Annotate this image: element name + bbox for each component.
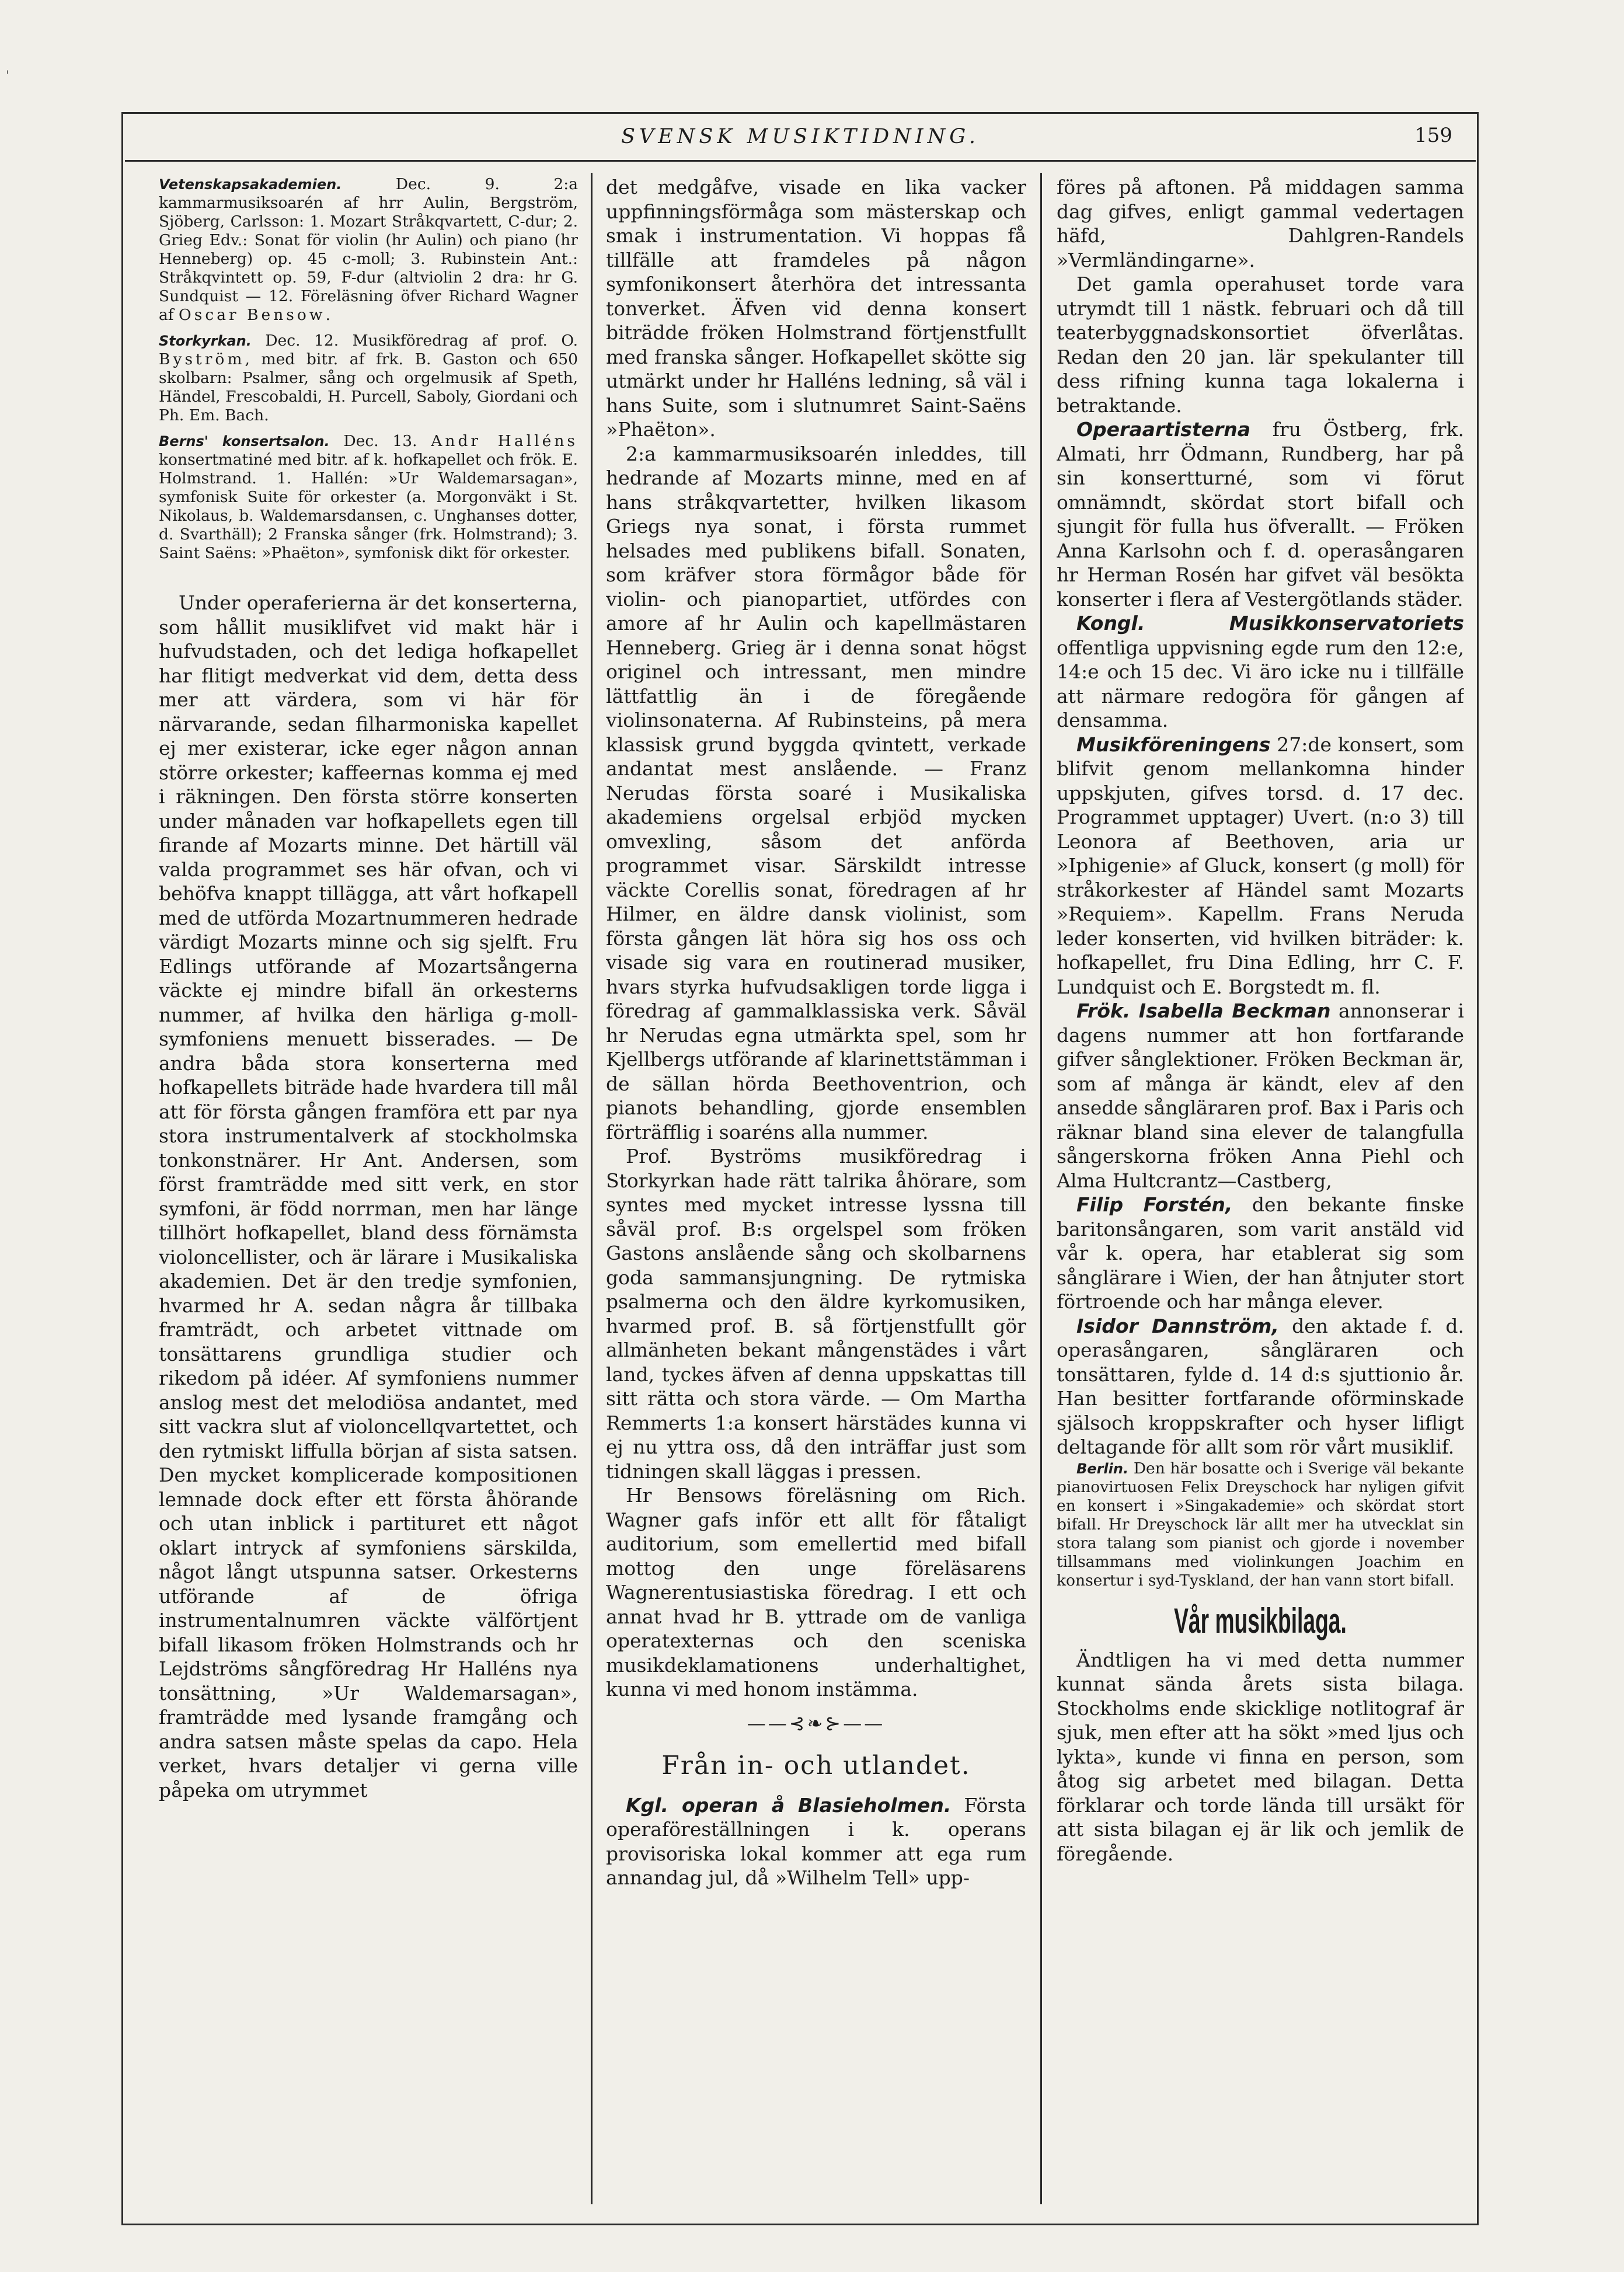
paragraph-heading: Kgl. operan å Blasieholmen. (626, 1793, 952, 1817)
notice-heading: Vetenskapsakademien. (159, 176, 342, 193)
section-heading: Från in- och utlandet. (661, 1750, 971, 1780)
notice-heading: Berns' konsertsalon. (159, 433, 330, 449)
page-header (125, 117, 1476, 158)
page-number: 159 (1414, 124, 1452, 147)
paragraph-bensow: Hr Bensows föreläsning om Rich. Wagner gafs inför ett allt för fåtaligt auditorium, som emellertid med bifall mottog den unge föreläsarens Wagnerentusiastiska föredrag. I ett och annat hvad hr B. yttrade om de vanliga operatexternas och den sceniska musikdeklamationens underhaltighet, kunna vi med honom instämma. (606, 1484, 1026, 1700)
running-title: SVENSK MUSIKTIDNING. (621, 125, 980, 148)
paragraph-konservatoriet (1057, 611, 1464, 733)
paragraph-operaartisterna (1057, 417, 1464, 611)
paragraph-text: Första operaföreställningen i k. operans provisoriska lokal kommer att ega rum annandag jul, då »Wilhelm Tell» upp- (606, 1793, 1026, 1889)
notice-text: Dec. 12. Musikföredrag af prof. O. (251, 332, 578, 350)
notice-text: Dec. 13. (329, 432, 431, 450)
notice-vetenskapsakademien (159, 175, 578, 325)
paragraph-heading: Isidor Dannström, (1076, 1314, 1279, 1337)
column-rule-right (1040, 173, 1042, 2204)
paragraph-musikforeningen (1057, 733, 1464, 999)
paragraph-heading: Musikföreningens (1076, 733, 1271, 756)
ornament-divider: ——⊰❧⊱—— (747, 1712, 886, 1734)
paragraph-text: annonserar i dagens nummer att hon fortfarande gifver sånglektioner. Fröken Beckman är, som af många är kändt, elev af den ansedde sångläraren prof. Bax i Paris och räknar bland sina elever de talangfulla sångerskorna fröken Anna Piehl och Alma Hultcrantz—Castberg, (1057, 999, 1464, 1192)
feature-heading: Vår musikbilaga. (1174, 1601, 1347, 1640)
notice-spaced-name: Andr Halléns (431, 432, 578, 450)
notice-tail: , med bitr. af frk. B. Gaston och 650 skolbarn: Psalmer, sång och orgelmusik af Speth, Händel, Frescobaldi, H. Purcell, Saboly, Giordani och Ph. Em. Bach. (159, 350, 578, 424)
notice-text: Dec. 9. 2:a kammarmusiksoarén af hrr Aulin, Bergström, Sjöberg, Carlsson: 1. Mozart Stråkqvartett, C-dur; 2. Grieg Edv.: Sonat för violin (hr Aulin) och piano (hr Henneberg) op. 45 c-moll; 3. Rubinstein Ant.: Stråkqvintett op. 59, F-dur (altviolin 2 dra: hr G. Sundquist — 12. Föreläsning öfver Richard Wagner af (159, 175, 578, 324)
column-rule-left (591, 173, 593, 2204)
header-rule (125, 160, 1476, 162)
notice-tail: . (325, 306, 330, 324)
paragraph-berlin (1057, 1459, 1464, 1590)
column-1 (159, 175, 578, 2201)
paragraph-musikbilaga: Ändtligen ha vi med detta nummer kunnat sända årets sista bilaga. Stockholms ende skicklige notlitograf är sjuk, men efter att ha sökt »med ljus och lykta», kunde vi finna en person, som åtog sig arbetet med bilagan. Detta förklarar och torde lända till ursäkt för att sista bilagan ej är lik och jemlik de föregående. (1057, 1648, 1464, 1865)
paragraph-heading: Filip Forstén, (1076, 1193, 1233, 1216)
paragraph-heading: Frök. Isabella Beckman (1076, 999, 1331, 1022)
paragraph-text: 27:de konsert, som blifvit genom mellankomna hinder uppskjuten, gifves torsd. d. 17 dec. Programmet upptager) Uvert. (n:o 3) till Leonora af Beethoven, aria ur »Iphigenie» af Gluck, konsert (g moll) för stråkorkester af Händel samt Mozarts »Requiem». Kapellm. Frans Neruda leder konserten, vid hvilken biträder: k. hofkapellet, fru Dina Edling, hrr C. F. Lundquist och E. Borgstedt m. fl. (1057, 733, 1464, 998)
paragraph-text: den aktade f. d. operasångaren, sångläraren och tonsättaren, fylde d. 14 d:s sjuttionio år. Han besitter fortfarande oförminskade själsoch kroppskrafter och hyser lifligt deltagande för allt som rör vårt musiklif. (1057, 1314, 1464, 1458)
notice-tail: konsertmatiné med bitr. af k. hofkapellet och frök. E. Holmstrand. 1. Hallén: »Ur Waldemarsagan», symfonisk Suite för orkester (a. Morgonväkt i St. Nikolaus, b. Waldemarsdansen, c. Unghanses dotter, d. Svarthäll); 2 Franska sånger (frk. Holmstrand); 3. Saint Saëns: »Phaëton», symfonisk dikt för orkester. (159, 451, 578, 562)
notice-heading: Storkyrkan. (159, 333, 252, 349)
column-3 (1057, 175, 1464, 2201)
notice-storkyrkan (159, 332, 578, 425)
notice-spaced-name: Byström (159, 350, 245, 368)
paragraph-heading: Operaartisterna (1076, 418, 1251, 441)
paragraph-text: Den här bosatte och i Sverige väl bekante pianovirtuosen Felix Dreyschock har nyligen gifvit en konsert i »Singakademie» och skördat stort bifall. Hr Dreyschock lär allt mer ha utvecklat sin stora talang som pianist och gjorde i november tillsammans med violinkungen Joachim en konsertur i syd-Tyskland, der han vann stort bifall. (1057, 1459, 1464, 1590)
paragraph-forsten (1057, 1193, 1464, 1314)
paragraph-operahuset: Det gamla operahuset torde vara utrymdt till 1 nästk. februari och då till teaterbyggnadskonsortiet öfverlåtas. Redan den 20 jan. lär spekulanter till dess rifning kunna taga lokalerna i betraktande. (1057, 273, 1464, 417)
concert-review-paragraph: Under operaferierna är det konserterna, som hållit musiklifvet vid makt här i hufvudstaden, och det lediga hofkapellet har flitigt medverkat vid dem, detta dess mer att värdera, som vi här för närvarande, sedan filharmoniska kapellet ej mer existerar, icke eger någon annan större orkester; kaffeernas komma ej med i räkningen. Den första större konserten under månaden var hofkapellets egen till firande af Mozarts minne. Det härtill väl valda programmet ses här ofvan, och vi behöfva knappt tillägga, att vårt hofkapell med de utförda Mozartnummeren hedrade värdigt Mozarts minne och sig sjelft. Fru Edlings utförande af Mozartsångerna väckte ej mindre bifall än orkesterns nummer, af hvilka den härliga g-moll-symfoniens menuett bisserades. — De andra båda stora konserterna med hofkapellets biträde hade hvardera till mål att för första gången framföra ett par nya stora instrumentalverk af stockholmska tonkonstnärer. Hr Ant. Andersen, som först framträdde med sitt verk, en stor symfoni, är född norrman, men har länge tillhört hofkapellet, bland dess förnämsta violoncellister, och är lärare i Musikaliska akademien. Det är den tredje symfonien, hvarmed hr A. sedan några år tillbaka framträdt, och arbetet vittnade om tonsättarens grundliga studier och rikedom på idéer. Af symfoniens nummer anslog mest det melodiösa andantet, med sitt vackra slut af violoncellqvartettet, och den rytmiskt liffulla början af sista satsen. Den mycket komplicerade kompositionen lemnade dock efter ett första åhörande och utan inblick i partituret ett något oklart intryck af symfoniens särskilda, något långt utspunna satser. Orkesterns utförande af de öfriga instrumentalnumren väckte välförtjent bifall likasom fröken Holmstrands och hr Lejdströms sångföredrag Hr Halléns nya tonsättning, »Ur Waldemarsagan», framträdde med lysande framgång och andra satsen måste spelas da capo. Hela verket, hvars detaljer vi gerna ville påpeka om utrymmet (159, 591, 578, 1801)
paragraph-continuation: det medgåfve, visade en lika vacker uppfinningsförmåga som mästerskap och smak i instrumentation. Vi hoppas få tillfälle att framdeles på någon symfonikonsert återhöra det intressanta tonverket. Äfven vid denna konsert biträdde fröken Holmstrand förtjenstfullt med franska sånger. Hofkapellet skötte sig utmärkt under hr Halléns ledning, så väl i hans Suite, som i slutnumret Saint-Saëns »Phaëton». (606, 176, 1026, 441)
paragraph-bystrom: Prof. Byströms musikföredrag i Storkyrkan hade rätt talrika åhörare, som syntes med mycket intresse lyssna till såväl prof. B:s orgelspel som fröken Gastons anslående sång och skolbarnens goda sammansjungning. De rytmiska psalmerna och den äldre kyrkomusiken, hvarmed prof. B. så förtjenstfullt gör allmänheten bekant mångenstädes i vårt land, tyckes äfven af denna uppskattas till sitt rätta och stora värde. — Om Martha Remmerts 1:a konsert härstädes kunna vi ej nu yttra oss, då den inträffar just som tidningen skall läggas i pressen. (606, 1145, 1026, 1483)
paragraph-beckman (1057, 999, 1464, 1193)
paragraph-heading: Kongl. Musikkonservatoriets (1076, 612, 1464, 635)
paragraph-text: offentliga uppvisning egde rum den 12:e, 14:e och 15 dec. Vi äro icke nu i tillfälle att närmare redogöra för gången af densamma. (1057, 636, 1464, 731)
paragraph-kammarmusik: 2:a kammarmusiksoarén inleddes, till hedrande af Mozarts minne, med en af hans stråkqvartetter, hvilken likasom Griegs nya sonat, i första rummet helsades med publikens bifall. Sonaten, som kräfver stora förmågor både för violin- och pianopartiet, utfördes con amore af hr Aulin och kapellmästaren Henneberg. Grieg är i denna sonat högst originel och intressant, men mindre lättfattlig än i de föregående violinsonaterna. Af Rubinsteins, på mera klassisk grund byggda qvintett, verkade andantat mest anslående. — Franz Nerudas första soaré i Musikaliska akademiens orgelsal erbjöd mycken omvexling, såsom det anförda programmet visar. Särskildt intresse väckte Corellis sonat, föredragen af hr Hilmer, en äldre dansk violinist, som första gången lät höra sig hos oss och visade sig vara en routinerad musiker, hvars styrka hufvudsakligen torde ligga i föredrag af gammalklassiska verk. Såväl hr Nerudas egna utmärkta spel, som hr Kjellbergs utförande af klarinettstämman i de sällan hörda Beethoventrion, och pianots behandling, gjorde ensemblen förträfflig i soaréns alla nummer. (606, 442, 1026, 1144)
paragraph-text: den bekante finske baritonsångaren, som varit anstäld vid vår k. opera, har etablerat sig som sånglärare i Wien, der han åtnjuter stort förtroende och har många elever. (1057, 1193, 1464, 1313)
column-2 (606, 175, 1026, 2201)
paragraph-dannstrom (1057, 1314, 1464, 1459)
paragraph-kgl-operan (606, 1793, 1026, 1890)
paragraph-heading: Berlin. (1076, 1460, 1129, 1477)
page-edge-mark: ' (6, 69, 10, 83)
paragraph-continuation: föres på aftonen. På middagen samma dag gifves, enligt gammal vedertagen häfd, Dahlgren-Randels »Vermländingarne». (1057, 176, 1464, 271)
notice-spaced-name: Oscar Bensow (179, 306, 326, 324)
notice-berns (159, 432, 578, 563)
paragraph-text: fru Östberg, frk. Almati, hrr Ödmann, Rundberg, har på sin konsertturné, som vi förut omnämndt, skördat stort bifall och sjungit för fulla hus öfverallt. — Fröken Anna Karlsohn och f. d. operasångaren hr Herman Rosén har gifvet väl besökta konserter i flera af Vestergötlands städer. (1057, 418, 1464, 611)
